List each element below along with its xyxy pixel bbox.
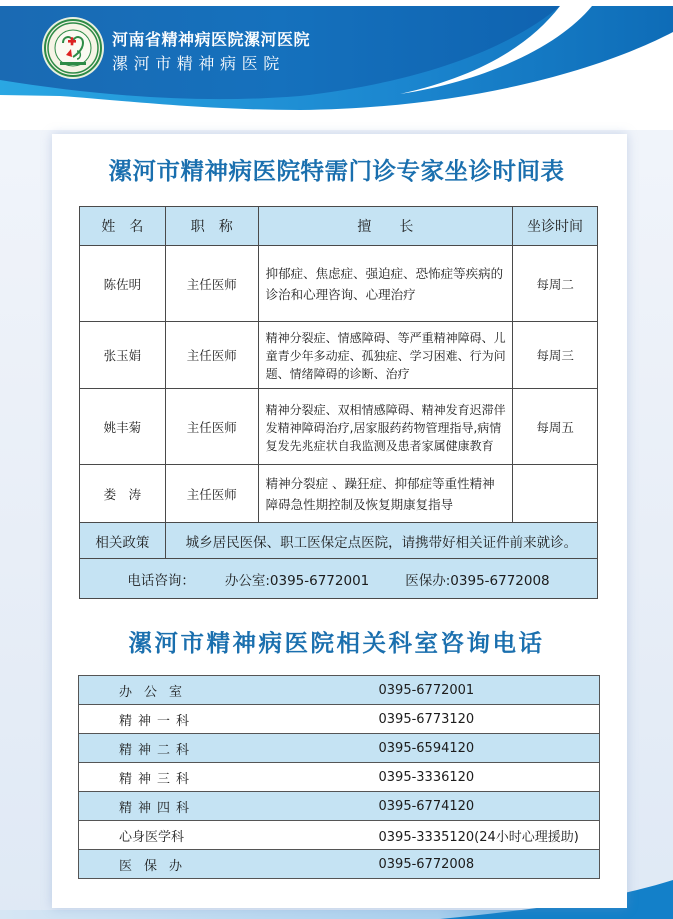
doctor-name: 陈佐明 bbox=[80, 246, 166, 322]
clinic-time bbox=[513, 465, 598, 523]
clinic-time: 每周三 bbox=[513, 322, 598, 389]
table-row bbox=[79, 705, 600, 734]
department-phone: 0395-3336120 bbox=[377, 763, 600, 792]
doctor-specialty: 精神分裂症、双相情感障碍、精神发育迟滞伴发精神障碍治疗,居家服药药物管理指导,病情复发先兆症状自我监测及患者家属健康教育 bbox=[258, 389, 512, 465]
department-phone: 0395-3335120(24小时心理援助) bbox=[377, 821, 600, 850]
policy-text: 城乡居民医保、职工医保定点医院，请携带好相关证件前来就诊。 bbox=[165, 523, 597, 559]
header-banner bbox=[0, 0, 673, 130]
doctor-name: 姚丰菊 bbox=[80, 389, 166, 465]
policy-row bbox=[80, 523, 598, 559]
department-phone: 0395-6774120 bbox=[377, 792, 600, 821]
phone-office: 办公室:0395-6772001 bbox=[224, 572, 370, 589]
contacts-title: 漯河市精神病医院相关科室咨询电话 bbox=[128, 629, 545, 657]
table-row bbox=[79, 734, 600, 763]
hospital-name-secondary: 漯河市精神病医院 bbox=[112, 54, 285, 73]
doctor-specialty: 精神分裂症、情感障碍、等严重精神障碍、儿童青少年多动症、孤独症、学习困难、行为问题、情绪障碍的诊断、治疗 bbox=[258, 322, 512, 389]
department-name: 精神一科 bbox=[79, 705, 377, 734]
expert-schedule-table bbox=[79, 206, 598, 599]
doctor-title: 主任医师 bbox=[165, 389, 258, 465]
column-header-specialty: 擅 长 bbox=[258, 207, 512, 246]
department-name: 精神四科 bbox=[79, 792, 377, 821]
phone-label: 电话咨询： bbox=[127, 572, 195, 589]
top-edge bbox=[0, 0, 673, 6]
doctor-name: 娄 涛 bbox=[80, 465, 166, 523]
phone-row bbox=[80, 559, 598, 599]
doctor-specialty: 抑郁症、焦虑症、强迫症、恐怖症等疾病的诊治和心理咨询、心理治疗 bbox=[258, 246, 512, 322]
clinic-time: 每周五 bbox=[513, 389, 598, 465]
clinic-time: 每周二 bbox=[513, 246, 598, 322]
department-phone: 0395-6772008 bbox=[377, 850, 600, 879]
department-phone: 0395-6772001 bbox=[377, 676, 600, 705]
department-name: 心身医学科 bbox=[79, 821, 377, 850]
table-row bbox=[79, 850, 600, 879]
department-name: 精神二科 bbox=[79, 734, 377, 763]
table-row bbox=[79, 821, 600, 850]
department-contacts-table bbox=[78, 675, 600, 879]
doctor-title: 主任医师 bbox=[165, 322, 258, 389]
policy-label: 相关政策 bbox=[80, 523, 166, 559]
column-header-title: 职 称 bbox=[165, 207, 258, 246]
doctor-name: 张玉娟 bbox=[80, 322, 166, 389]
table-row bbox=[80, 389, 598, 465]
table-row bbox=[80, 322, 598, 389]
column-header-time: 坐诊时间 bbox=[513, 207, 598, 246]
doctor-specialty: 精神分裂症 、躁狂症、抑郁症等重性精神障碍急性期控制及恢复期康复指导 bbox=[258, 465, 512, 523]
hospital-name-primary: 河南省精神病医院漯河医院 bbox=[112, 30, 311, 49]
table-header-row bbox=[80, 207, 598, 246]
department-name: 精神三科 bbox=[79, 763, 377, 792]
schedule-title: 漯河市精神病医院特需门诊专家坐诊时间表 bbox=[108, 157, 565, 185]
department-name: 办公室 bbox=[79, 676, 377, 705]
banner-wave-graphic bbox=[0, 0, 673, 130]
doctor-title: 主任医师 bbox=[165, 246, 258, 322]
phone-insurance: 医保办:0395-6772008 bbox=[405, 572, 550, 589]
department-phone: 0395-6773120 bbox=[377, 705, 600, 734]
department-phone: 0395-6594120 bbox=[377, 734, 600, 763]
table-row bbox=[79, 792, 600, 821]
table-row bbox=[79, 676, 600, 705]
table-row bbox=[80, 465, 598, 523]
column-header-name: 姓 名 bbox=[80, 207, 166, 246]
hospital-emblem-icon bbox=[44, 19, 102, 77]
table-row bbox=[80, 246, 598, 322]
table-row bbox=[79, 763, 600, 792]
department-name: 医保办 bbox=[79, 850, 377, 879]
doctor-title: 主任医师 bbox=[165, 465, 258, 523]
